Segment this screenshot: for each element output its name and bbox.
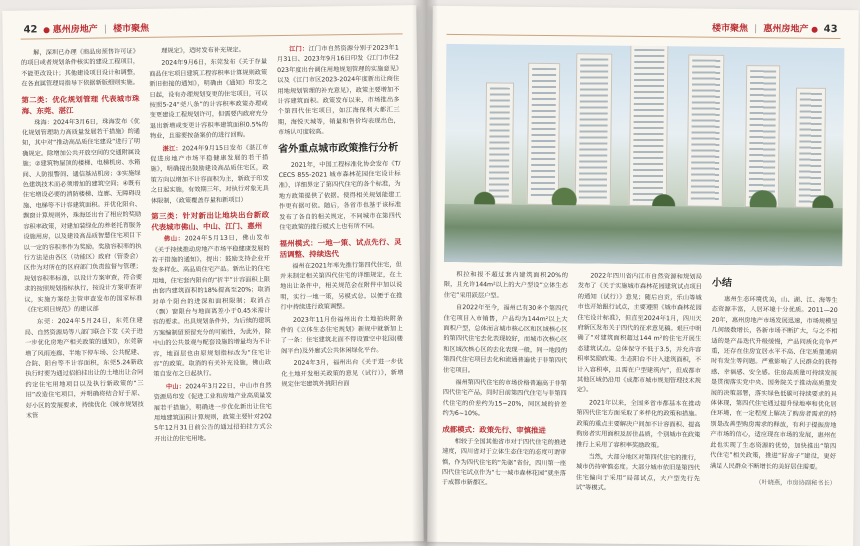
right-page-section: 惠州房地产 — [763, 24, 809, 35]
paragraph — [151, 233, 271, 380]
right-page-header — [712, 21, 841, 35]
section-heading: 第三类：针对新出让地块出台新政 代表城市佛山、中山、江门、惠州 — [151, 210, 270, 232]
paragraph: 解，深圳已办理《商品房预售许可证》的项目或者规划条件核实的建设工程项目，不能更改设计；其他建设项目设计和调整，在各直属管理局指导下依据新版细则实施。 — [20, 48, 140, 88]
paragraph: 积拉和报不超过套内建筑面积20%的限，且允许144m²以上的大户型设“立体生态住宅”采用跃层户型。 — [443, 271, 569, 300]
article-heading: 省外重点城市政策推行分析 — [278, 142, 399, 155]
paragraph: 惠州生态环境优美，山、湖、江、海等生态资源丰富，人居环境十分优质。2011—2020年，惠州房地产市场发展迅速，市场规模呈几何级数增长，各新市场不断扩大，与之不相适的是产品迭代升级缓慢，产品同质化竞争严重，还存在住房宜居水平不高、住宅质量通病时有发生等问题。严重影响了人民群众的获得感、幸福感、安全感。住房高质量可持续发展是贯彻落实党中央、国务院关于推动高质量发展的决策部署，落实绿色低碳可持续要求的具体体现，第四代住宅通过提升绿地率和优化居住环境，在一定程度上解决了购房者需求的特别是改善型购房需求的释放，有利于提振房地产市场的信心，适应现在市场的发展，惠州在此也实现了生态资源的优势，加快推出“第四代住宅”相关政策，推进“好房子”建设，更好满足人民群众不断增长的美好居住需要。 — [709, 295, 838, 471]
paragraph: 福州在2021年率先推行第四代住宅，但并未制定相关第四代住宅的详细规定，在土地出让条件中，相关规范会在附件中加以说明，实行一地一策，另模式总，以便于在推行中持续进行政策调整。 — [279, 260, 403, 312]
summary-heading: 小结 — [711, 277, 732, 289]
paragraph: 东莞：2024年5月24日，东莞住建局、自然资源局等八部门联合下发《关于进一步优化房地产相关政策的通知》，东莞新增了风雨连廊、半地下停车场、公共配建、合院、阳台等不计容面积，东莞5.24新政执行时要为通过招拍挂出让的土地出让合同约定住宅用地项目以及执行新政策的“三旧”改造住宅项目，并明确将结合好于原、好小区的发展要求，持续优化《城市规划技术管 — [24, 317, 144, 420]
right-header-rule — [447, 34, 841, 39]
lake — [444, 204, 843, 266]
paragraph: 珠海：2024年3月6日，珠海发布《优化规划管理助力高质量发展若干措施》的通知，其中对“推动高品质住宅建设”进行了明确规定。除增加公共开放空间的交通附属设施；②建筑物屋顶的楼梯、电梯机房、水箱间、人防报警间、通信基站机房；③实施绿色建筑技术而必须增加的建筑空间；④既有住宅增设必要的消防楼梯、连廊、无障碍设施、电梯等不计容建筑面积。并优化阳台、飘窗计算规则外，珠海还出台了相应的奖励容积率政策，对建加装绿化的养老托育服务设施用房，以及建设高品质智慧住宅项目下以一定的容积率作为奖励。奖励容积率的执行方法是由各区（功能区）政府（管委会）区作为对所在的区府部门负责监督与管理；规划容积率标准，以设计方案审查，符合要求的按照规划指标执行，按设计方案审查评议，实施方案经主管审查发布的国家标准《住宅项目规范》的建议部 — [21, 117, 143, 314]
section-heading: 福州模式：一地一策、试点先行、灵活调整、持续迭代 — [279, 236, 402, 259]
left-column-1 — [21, 47, 144, 424]
header-dot-icon — [811, 26, 817, 32]
tower-shape — [687, 54, 725, 206]
paragraph: 相较于全国其他省市对于四代住宅的推进速度，四川省对于立体生态住宅的态度可谓审慎，作为四代住宅的“先驱”省份，四川第一座四代住宅试点作为“七一城市森林花园”就坐落于成都市新都区。 — [441, 437, 567, 487]
left-page-header — [20, 21, 149, 36]
paragraph: 当然，大部分地区对第四代住宅的推行，城市仍持审慎态度。大部分城市依旧是第四代住宅偏向于采用“局部试点，大户型先行先试”等模式。 — [575, 453, 701, 492]
right-page — [427, 6, 859, 546]
section-heading: 成都模式：政策先行、审慎推进 — [442, 424, 546, 435]
left-column-2 — [149, 45, 273, 447]
city-tag: 江门： — [289, 45, 309, 53]
tower-shape — [575, 53, 613, 205]
paragraph-text: 2024年3月22日，中山市自然资源局印发《促进工业和房地产业高质量发展若干措施》，明确进一步优化新出让住宅用地建筑面积计算规则，政策主要针对2025年12月31日前公告的通过招拍挂方式公开出让的住宅用地。 — [153, 381, 273, 443]
right-column-2 — [576, 271, 702, 497]
tower-shape — [527, 63, 560, 205]
paragraph — [150, 143, 269, 207]
paragraph-text: 江门市自然资源分别于2023年1月31日、2023年9月16日印发《江门市住2023年度出台调住用地规划管理的实施意见》以及《江门市区2023-2024年度新出让商住用地规划管理的补充意见》，政策主要增加不计容建筑面积。政策发布以来，市场推出多个第四代住宅项目，如江海保利大都汇三期，海悦天城等，销量和售价均表现出色，市场认可度较高。 — [276, 44, 400, 137]
left-page-section: 惠州房地产 — [52, 24, 98, 36]
paragraph — [277, 43, 400, 138]
paragraph: 2021年，中国工程标准化协会发布《T/CECS 855-2021 城市森林花园住宅设计标准》，详细界定了第四代住宅的各个标准，为地方政策提供了依据。使得相关规划能建工作更有据可依。随后，各省市也基于该标准发布了各自的相关规定，不同城市在第四代住宅政策的推行模式上也有所不同。 — [278, 160, 402, 232]
city-tag: 佛山： — [163, 235, 185, 243]
header-separator: | — [103, 24, 108, 35]
residential-towers-photo — [444, 44, 844, 266]
left-page — [2, 5, 423, 546]
header-dot-icon — [44, 27, 50, 33]
paragraph: 2023年11月份福州出台土地拍块附条件的《立体生态住宅规划》新规中就新加上了一条：住宅建筑北面不得设置空中花园(楼阁平台)及外廊式公共休闲绿化平台。 — [280, 314, 403, 355]
paragraph — [153, 381, 272, 445]
section-heading: 第二类：优化规划管理 代表城市珠海、东莞、湛江 — [21, 93, 140, 116]
right-column-1 — [442, 270, 568, 492]
paragraph-text: 2024年5月13日，佛山发布《关于持续推动房地产市场平稳健康发展的若干措施的通知》，提出：鼓励支持企业开发多样化、高品质住宅产品。新出让的住宅用地，住宅套内阳台的“折半”计容面积上限由套内建筑面积的18%提高至20%；取消对单个阳台的进深和面积限制；取消占（飘）窗限台与地面离差小于0.45米需计容的要求。出具规划条件外，为后续的建筑方案编制留预留充分的可能性，为此外，除中山的公共景观与配套设施的增量均为不计容，地面层也由原规划指标改为“住宅计容”的政策。取消的有关补充设施，佛山政策自发布之日起执行。 — [151, 234, 272, 379]
paragraph: 福州第四代住宅的市场价格普遍高于非第四代住宅产品，同时目前第四代住宅与非第四代住宅的价差约为15~20%，同区域的价差约为6~10%。 — [442, 379, 567, 418]
tower-shape — [745, 65, 780, 207]
tower-shape — [629, 44, 669, 206]
right-column-3 — [710, 273, 838, 492]
right-page-number: 43 — [823, 23, 838, 36]
paragraph: 2022年四川省内江市自然资源和规划局发布了《关于实施城市森林花园建筑试点项目的通知（试行）》意见；随后自贡，乐山等城市也开始跟行试点，主要遵照《城市森林花园住宅设计标准》，但直至2024年1月，四川天府新区发布关于四代的征求意见稿。艰巨中明确了“对建筑面积超过144 m²的住宅开展生态建筑试点。总体保守不低于3.5，并允许容积率奖励政策。生态阳台不计入建筑面积，不计入容积率，且需在户型建筑内”，但成都市其他区域仍沿用《成都市城市规划管理技术规定》。 — [576, 272, 703, 394]
city-tag: 湛江： — [162, 145, 183, 153]
paragraph: 2024年9月6日，东莞发布《关于存量商品住宅项目建筑工程容积率计算规则政策新旧衔接的通知》，明确由《通知》印发之日起，设有办理规划变更的住宅项目，可以按照5-24“莞八条”的计容积率政策办理或变更建设工程规划许可，但需要内政府充分退出新增或变更计容积率建筑面积0.5%的物业，且需要按备案价的进行回购。 — [149, 58, 268, 141]
left-page-number: 42 — [23, 24, 38, 36]
paragraph: 自2022年至今，福州已有30多个第四代住宅项目入市销售，户品均为144m²以上大面积户型，总体而言城市核心区和区域核心区的第四代住宅去化表现较好，而城市次核心区和区域次核心区的去化表现一般，同一地段的第四代住宅项目去化和流通普遍优于非第四代住宅项目。 — [442, 304, 568, 374]
left-page-column-name: 楼市聚焦 — [113, 23, 150, 35]
paragraph: 2024年3月，福州出台《关于进一步优化土地开发相关政策的意见（试行）》，新增规定住宅建筑外挑阳台面 — [281, 358, 404, 389]
right-page-column-name: 楼市聚焦 — [711, 23, 749, 35]
city-tag: 中山： — [165, 383, 186, 391]
paragraph: 2021年以来，全国多省市都基本在推动第四代住宅方面采取了多样化的政策和措施。政策的重点主要解决户间加不计容面积、提高购房者实用面积及居住品质，个别城市在政策推行上采用了容积率奖励政策。 — [576, 399, 701, 449]
paragraph-text: 2024年9月15日发布《湛江市促进房地产市场平稳健康发展的若干措施》，明确提出鼓励建设高品质住宅区，政策方向以增加不计容面积为主，新政于印发之日起实施，有效期三年，对执行对象无具体限制，（政策覆盖存量和新项目） — [150, 143, 269, 205]
author-signature: （叶晓燕，市房协副秘书长） — [755, 479, 836, 487]
left-column-3 — [277, 43, 404, 392]
paragraph: 理规定》，适时发布补充规定。 — [161, 46, 245, 55]
header-separator: | — [754, 24, 758, 35]
